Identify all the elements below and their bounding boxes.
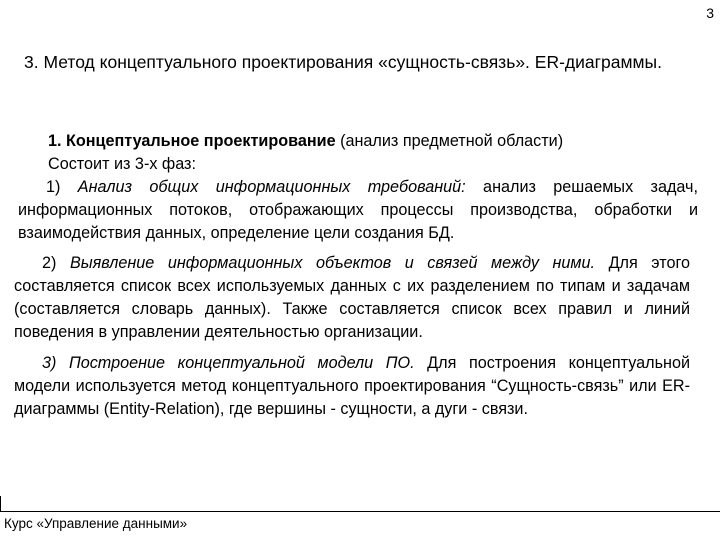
section-conceptual-design (18, 130, 698, 245)
section-heading-line (18, 130, 698, 153)
phases-intro: Состоит из 3-х фаз: (48, 155, 196, 173)
footer-divider (0, 511, 720, 512)
phase-2-number: 2) (42, 254, 70, 272)
footer-divider-tick (0, 496, 1, 512)
section-heading-note: (анализ предметной области) (335, 132, 564, 150)
phase-2-title: Выявление информационных объектов и связей между ними. (69, 254, 596, 272)
page-number: 3 (706, 5, 714, 21)
phase-1-body: анализ решаемых задач, информационных потоков, отображающих процессы производства, обработки и взаимодействия данных, определение цели создания БД. (18, 178, 698, 242)
footer-course-name: Курс «Управление данными» (4, 516, 188, 531)
phase-2-text (14, 252, 690, 344)
phase-3-body: Для построения концептуальной модели используется метод концептуального проектирования “Сущность-связь” или ER-диаграммы (Entity-Relation), где вершины - сущности, а дуги - связи. (14, 354, 691, 418)
phase-2-body: Для этого составляется список всех используемых данных с их разделением по типам и задачам (составляется словарь данных). Также составляется список всех правил и линий поведения в управлении деятельностью организации. (14, 254, 691, 341)
phase-3-text (14, 352, 690, 421)
phase-1-title: Анализ общих информационных требований: (77, 178, 466, 196)
slide-title: 3. Метод концептуального проектирования «сущность-связь». ER-диаграммы. (24, 52, 662, 72)
phase-1-number: 1) (46, 178, 78, 196)
section-heading: 1. Концептуальное проектирование (48, 132, 336, 150)
phase-1-text (18, 176, 698, 245)
phase-3-title: 3) Построение концептуальной модели ПО. (42, 354, 415, 372)
